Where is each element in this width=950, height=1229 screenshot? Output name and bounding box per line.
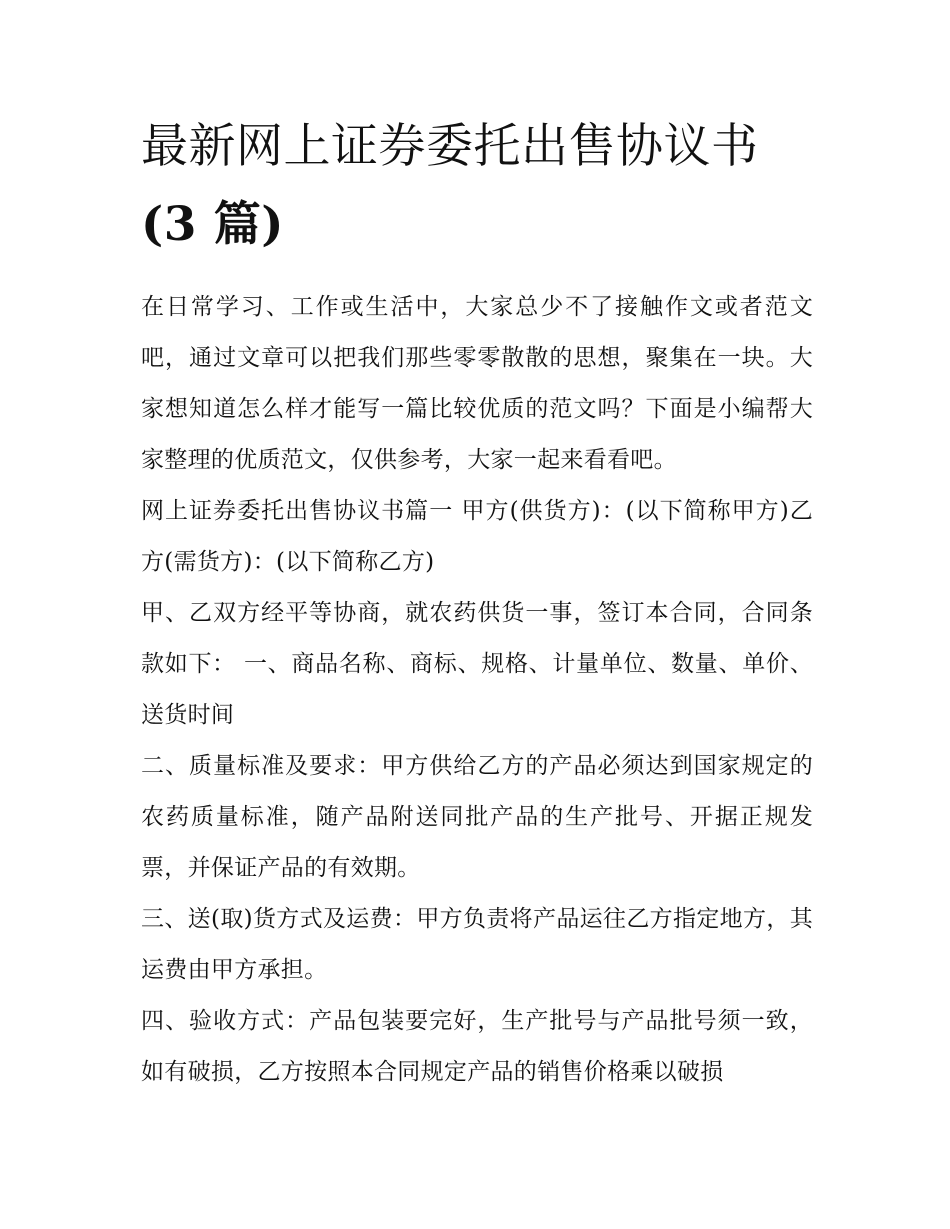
paragraph-clause-3: 三、送(取)货方式及运费：甲方负责将产品运往乙方指定地方，其运费由甲方承担。 (141, 906, 813, 983)
title-line-1: 最新网上证券委托出售协议书 (141, 119, 759, 174)
document-title (141, 108, 813, 264)
paragraph-intro: 在日常学习、工作或生活中，大家总少不了接触作文或者范文吧，通过文章可以把我们那些零零散散的思想，聚集在一块。大家想知道怎么样才能写一篇比较优质的范文吗？下面是小编帮大家整理的优质范文，仅供参考，大家一起来看看吧。 (141, 294, 813, 473)
paragraph-parties: 网上证券委托出售协议书篇一 甲方(供货方)：(以下简称甲方)乙方(需货方)：(以下简称乙方) (141, 498, 813, 575)
paragraph-clause-1: 甲、乙双方经平等协商，就农药供货一事，签订本合同，合同条款如下： 一、商品名称、商标、规格、计量单位、数量、单价、送货时间 (141, 600, 813, 728)
paragraph-clause-4: 四、验收方式：产品包装要完好，生产批号与产品批号须一致，如有破损，乙方按照本合同规定产品的销售价格乘以破损 (141, 1008, 813, 1085)
document-page (141, 108, 813, 1098)
document-body (141, 282, 813, 1098)
title-line-2: (3 篇) (141, 197, 285, 252)
paragraph-clause-2: 二、质量标准及要求：甲方供给乙方的产品必须达到国家规定的农药质量标准，随产品附送同批产品的生产批号、开据正规发票，并保证产品的有效期。 (141, 753, 813, 881)
